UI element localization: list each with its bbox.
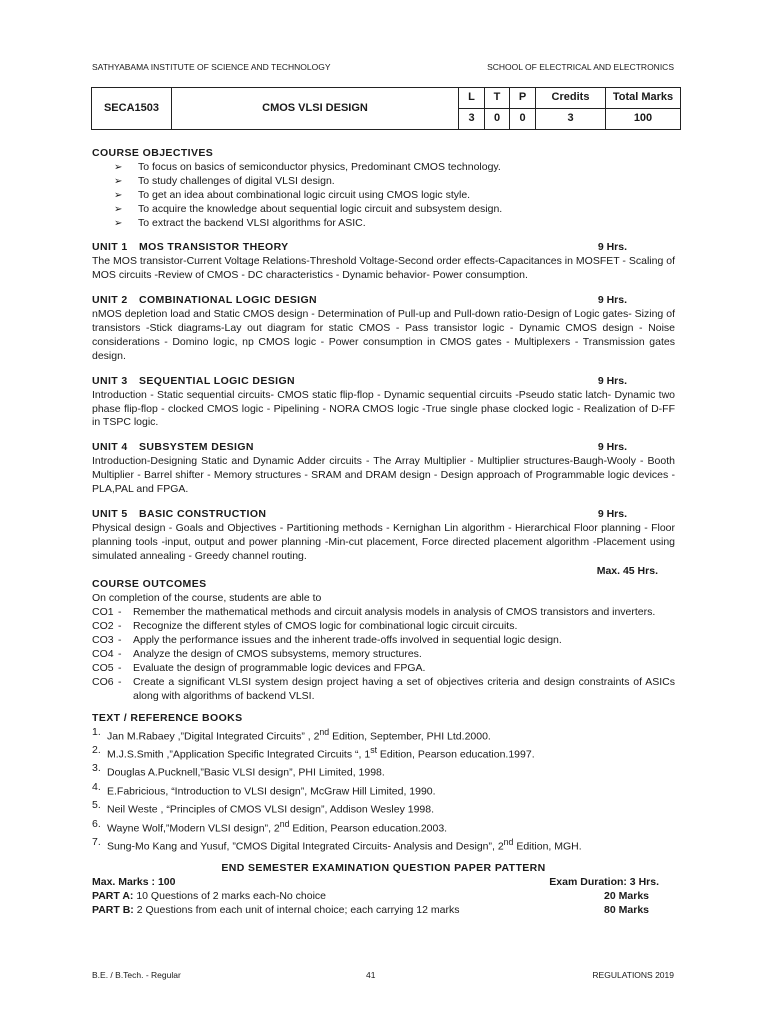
total-marks-head: Total Marks (606, 88, 681, 109)
arrow-bullet-icon: ➢ (114, 203, 123, 215)
outcome-item: CO3 - Apply the performance issues and the inherent trade-offs involved in sequential logic design. (92, 634, 562, 647)
max-hours: Max. 45 Hrs. (596, 564, 658, 577)
unit-hours: 9 Hrs. (597, 441, 627, 454)
reference-item: 7. Sung-Mo Kang and Yusuf, ”CMOS Digital Integrated Circuits- Analysis and Design”, 2nd Edition, MGH. (92, 835, 582, 853)
objective-item: ➢ To study challenges of digital VLSI design. (114, 174, 335, 187)
outcome-item: CO4 - Analyze the design of CMOS subsystems, memory structures. (92, 648, 422, 660)
objective-item: ➢ To extract the backend VLSI algorithms for ASIC. (114, 216, 366, 229)
arrow-bullet-icon: ➢ (114, 189, 123, 201)
exam-heading: END SEMESTER EXAMINATION QUESTION PAPER PATTERN (221, 862, 546, 875)
part-a-marks: 20 Marks (604, 890, 649, 903)
t-value: 0 (485, 109, 510, 130)
total-marks-value: 100 (606, 109, 681, 130)
t-head: T (485, 88, 510, 109)
school-name: SCHOOL OF ELECTRICAL AND ELECTRONICS (487, 62, 674, 72)
objective-item: ➢ To acquire the knowledge about sequential logic circuit and subsystem design. (114, 202, 503, 215)
objective-item: ➢ To get an idea about combinational logic circuit using CMOS logic style. (114, 188, 471, 201)
credits-value: 3 (536, 109, 606, 130)
unit-2 (92, 294, 675, 364)
unit-hours: 9 Hrs. (597, 507, 627, 520)
reference-item: 3. Douglas A.Pucknell,”Basic VLSI design”, PHI Limited, 1998. (92, 762, 385, 779)
outcomes-heading: COURSE OUTCOMES (92, 578, 207, 591)
syllabus-content (92, 147, 675, 918)
unit-heading: UNIT 3 SEQUENTIAL LOGIC DESIGN (92, 374, 296, 387)
objectives-heading: COURSE OBJECTIVES (92, 147, 214, 159)
p-value: 0 (510, 109, 536, 130)
credits-head: Credits (536, 88, 606, 109)
outcome-item: CO5 - Evaluate the design of programmable logic devices and FPGA. (92, 661, 426, 674)
unit-heading: UNIT 2 COMBINATIONAL LOGIC DESIGN (92, 294, 318, 307)
institute-name: SATHYABAMA INSTITUTE OF SCIENCE AND TECHNOLOGY (92, 62, 331, 72)
exam-part-b-row: PART B: 2 Questions from each unit of internal choice; each carrying 12 marks 80 Marks (92, 904, 649, 917)
objectives-list (114, 161, 675, 231)
page-number: 41 (366, 970, 376, 980)
footer-program: B.E. / B.Tech. - Regular (92, 970, 181, 980)
exam-max-marks-row: Max. Marks : 100 Exam Duration: 3 Hrs. (92, 876, 659, 889)
reference-item: 4. E.Fabricious, “Introduction to VLSI design”, McGraw Hill Limited, 1990. (92, 780, 436, 798)
course-code: SECA1503 (92, 88, 172, 130)
unit-body: Introduction - Static sequential circuits- CMOS static flip-flop - Dynamic sequential circuits -Pseudo static latch- Dynamic two phase flip-flop - clocked CMOS logic - Pipelining - NORA CMOS logic -True single phase clocked logic - Realization of D-FF in TSPC logic. (92, 388, 675, 429)
exam-part-a-row: PART A: 10 Questions of 2 marks each-No choice 20 Marks (92, 890, 649, 903)
arrow-bullet-icon: ➢ (114, 161, 123, 173)
reference-item: 5. Neil Weste , “Principles of CMOS VLSI design”, Addison Wesley 1998. (92, 799, 435, 816)
l-value: 3 (459, 109, 485, 130)
unit-heading: UNIT 1 MOS TRANSISTOR THEORY (92, 241, 289, 254)
unit-5 (92, 508, 675, 564)
arrow-bullet-icon: ➢ (114, 217, 123, 229)
unit-1 (92, 241, 675, 283)
references-list (92, 726, 675, 855)
unit-3 (92, 375, 675, 431)
exam-duration: Exam Duration: 3 Hrs. (549, 876, 659, 889)
unit-body: Introduction-Designing Static and Dynamic Adder circuits - The Array Multiplier - Multiplier structures-Baugh-Wooly - Booth Multiplier - Barrel shifter - Memory structures - SRAM and DRAM design - Design approach of Programmable logic devices - PLA,PAL and FPGA. (92, 455, 675, 496)
course-table (91, 87, 681, 130)
outcome-item: CO6 - Create a significant VLSI system design project having a set of objectives criteria and design constraints of ASICs along with algorithms of backend VLSI. (92, 675, 675, 702)
reference-item: 1. Jan M.Rabaey ,”Digital Integrated Circuits” , 2nd Edition, September, PHI Ltd.2000. (92, 725, 491, 743)
l-head: L (459, 88, 485, 109)
outcome-item: CO2 - Recognize the different styles of CMOS logic for combinational logic circuit circuits. (92, 620, 518, 633)
reference-item: 2. M.J.S.Smith ,”Application Specific Integrated Circuits “, 1st Edition, Pearson education.1997. (92, 743, 535, 761)
outcomes-intro: On completion of the course, students are able to (92, 592, 322, 605)
unit-hours: 9 Hrs. (597, 294, 627, 307)
unit-heading: UNIT 4 SUBSYSTEM DESIGN (92, 441, 254, 454)
outcomes-list (92, 606, 675, 703)
unit-hours: 9 Hrs. (597, 374, 627, 387)
outcome-item: CO1 - Remember the mathematical methods and circuit analysis models in analysis of CMOS transistors and inverters. (92, 606, 656, 619)
p-head: P (510, 88, 536, 109)
unit-body: The MOS transistor-Current Voltage Relations-Threshold Voltage-Second order effects-Capacitances in MOSFET - Scaling of MOS circuits -Review of CMOS - DC characteristics - Dynamic behavior- Power consumption. (92, 255, 675, 282)
unit-hours: 9 Hrs. (597, 241, 627, 254)
part-b-marks: 80 Marks (604, 904, 649, 917)
unit-heading: UNIT 5 BASIC CONSTRUCTION (92, 507, 267, 520)
unit-body: Physical design - Goals and Objectives - Partitioning methods - Kernighan Lin algorithm - Hierarchical Floor planning - Floor planning tools -input, output and power planning -Min-cut placement, Force directed placement algorithm -Placement using simulated annealing - Greedy channel routing. (92, 521, 675, 562)
course-title: CMOS VLSI DESIGN (172, 88, 459, 130)
objective-item: ➢ To focus on basics of semiconductor physics, Predominant CMOS technology. (114, 160, 501, 173)
unit-4 (92, 441, 675, 497)
reference-item: 6. Wayne Wolf,”Modern VLSI design”, 2nd Edition, Pearson education.2003. (92, 817, 448, 835)
unit-body: nMOS depletion load and Static CMOS design - Determination of Pull-up and Pull-down ratio-Design of Logic gates- Sizing of transistors -Stick diagrams-Lay out diagram for static CMOS - Pass transistor logic - Dynamic CMOS design - Noise considerations - Domino logic, np CMOS logic - Power consumption in CMOS gates - Multiplexers - Transmission gates design. (92, 308, 675, 362)
footer-regulations: REGULATIONS 2019 (592, 970, 674, 980)
arrow-bullet-icon: ➢ (114, 175, 123, 187)
references-heading: TEXT / REFERENCE BOOKS (92, 711, 243, 724)
